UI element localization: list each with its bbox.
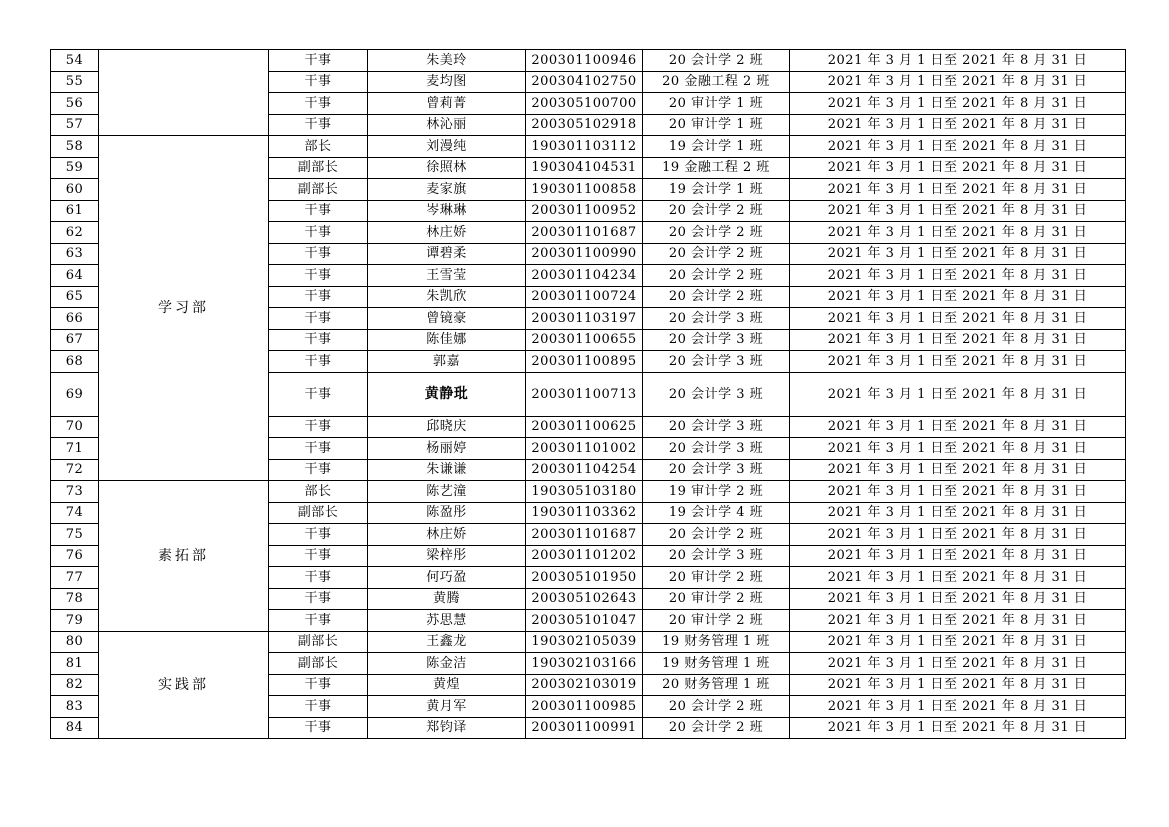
term-cell: 2021 年 3 月 1 日至 2021 年 8 月 31 日 <box>790 136 1126 158</box>
name-cell: 朱美玲 <box>368 50 526 72</box>
row-number-cell: 57 <box>51 114 99 136</box>
class-cell: 20 会计学 2 班 <box>643 524 790 546</box>
row-number-cell: 56 <box>51 93 99 115</box>
row-number-cell: 78 <box>51 588 99 610</box>
position-cell: 干事 <box>269 71 368 93</box>
class-cell: 20 会计学 2 班 <box>643 50 790 72</box>
name-cell: 杨丽婷 <box>368 438 526 460</box>
class-cell: 20 会计学 3 班 <box>643 351 790 373</box>
class-cell: 19 财务管理 1 班 <box>643 631 790 653</box>
student-id-cell: 200304102750 <box>526 71 643 93</box>
department-cell: 素拓部 <box>99 481 269 632</box>
student-id-cell: 200301100625 <box>526 416 643 438</box>
table-row <box>51 631 1126 653</box>
class-cell: 20 金融工程 2 班 <box>643 71 790 93</box>
row-number-cell: 79 <box>51 610 99 632</box>
name-cell: 陈盈彤 <box>368 502 526 524</box>
position-cell: 干事 <box>269 372 368 416</box>
class-cell: 20 会计学 2 班 <box>643 200 790 222</box>
position-cell: 干事 <box>269 200 368 222</box>
class-cell: 19 财务管理 1 班 <box>643 653 790 675</box>
row-number-cell: 66 <box>51 308 99 330</box>
row-number-cell: 72 <box>51 459 99 481</box>
class-cell: 19 会计学 1 班 <box>643 179 790 201</box>
class-cell: 20 会计学 3 班 <box>643 329 790 351</box>
name-cell: 郑钧译 <box>368 717 526 739</box>
class-cell: 19 会计学 4 班 <box>643 502 790 524</box>
name-cell: 陈佳娜 <box>368 329 526 351</box>
position-cell: 干事 <box>269 416 368 438</box>
name-cell: 林沁丽 <box>368 114 526 136</box>
term-cell: 2021 年 3 月 1 日至 2021 年 8 月 31 日 <box>790 71 1126 93</box>
term-cell: 2021 年 3 月 1 日至 2021 年 8 月 31 日 <box>790 286 1126 308</box>
term-cell: 2021 年 3 月 1 日至 2021 年 8 月 31 日 <box>790 114 1126 136</box>
student-id-cell: 200301100991 <box>526 717 643 739</box>
name-cell: 何巧盈 <box>368 567 526 589</box>
term-cell: 2021 年 3 月 1 日至 2021 年 8 月 31 日 <box>790 631 1126 653</box>
term-cell: 2021 年 3 月 1 日至 2021 年 8 月 31 日 <box>790 351 1126 373</box>
term-cell: 2021 年 3 月 1 日至 2021 年 8 月 31 日 <box>790 157 1126 179</box>
row-number-cell: 84 <box>51 717 99 739</box>
position-cell: 干事 <box>269 329 368 351</box>
term-cell: 2021 年 3 月 1 日至 2021 年 8 月 31 日 <box>790 674 1126 696</box>
term-cell: 2021 年 3 月 1 日至 2021 年 8 月 31 日 <box>790 588 1126 610</box>
position-cell: 干事 <box>269 308 368 330</box>
term-cell: 2021 年 3 月 1 日至 2021 年 8 月 31 日 <box>790 696 1126 718</box>
student-id-cell: 200302103019 <box>526 674 643 696</box>
position-cell: 部长 <box>269 481 368 503</box>
position-cell: 干事 <box>269 567 368 589</box>
student-id-cell: 200301101002 <box>526 438 643 460</box>
class-cell: 20 会计学 2 班 <box>643 222 790 244</box>
position-cell: 干事 <box>269 222 368 244</box>
student-id-cell: 190301103112 <box>526 136 643 158</box>
name-cell: 黄腾 <box>368 588 526 610</box>
class-cell: 20 财务管理 1 班 <box>643 674 790 696</box>
position-cell: 干事 <box>269 545 368 567</box>
student-id-cell: 200305101950 <box>526 567 643 589</box>
student-id-cell: 200301101202 <box>526 545 643 567</box>
class-cell: 20 会计学 3 班 <box>643 459 790 481</box>
position-cell: 干事 <box>269 674 368 696</box>
student-id-cell: 200301100713 <box>526 372 643 416</box>
class-cell: 20 会计学 3 班 <box>643 438 790 460</box>
student-id-cell: 200301100952 <box>526 200 643 222</box>
term-cell: 2021 年 3 月 1 日至 2021 年 8 月 31 日 <box>790 545 1126 567</box>
name-cell: 徐照林 <box>368 157 526 179</box>
row-number-cell: 67 <box>51 329 99 351</box>
name-cell: 陈艺潼 <box>368 481 526 503</box>
student-id-cell: 190301100858 <box>526 179 643 201</box>
name-cell: 林庄娇 <box>368 222 526 244</box>
class-cell: 20 会计学 3 班 <box>643 308 790 330</box>
row-number-cell: 69 <box>51 372 99 416</box>
name-cell: 麦均图 <box>368 71 526 93</box>
position-cell: 干事 <box>269 265 368 287</box>
term-cell: 2021 年 3 月 1 日至 2021 年 8 月 31 日 <box>790 93 1126 115</box>
student-id-cell: 200301100655 <box>526 329 643 351</box>
row-number-cell: 74 <box>51 502 99 524</box>
term-cell: 2021 年 3 月 1 日至 2021 年 8 月 31 日 <box>790 179 1126 201</box>
position-cell: 干事 <box>269 717 368 739</box>
student-id-cell: 200305101047 <box>526 610 643 632</box>
name-cell: 曾镜豪 <box>368 308 526 330</box>
class-cell: 20 会计学 3 班 <box>643 372 790 416</box>
department-cell: 学习部 <box>99 136 269 481</box>
name-cell: 陈金洁 <box>368 653 526 675</box>
name-cell: 谭碧柔 <box>368 243 526 265</box>
student-id-cell: 200301100985 <box>526 696 643 718</box>
name-cell: 苏思慧 <box>368 610 526 632</box>
name-cell: 曾莉菁 <box>368 93 526 115</box>
student-id-cell: 190305103180 <box>526 481 643 503</box>
student-id-cell: 200301101687 <box>526 222 643 244</box>
term-cell: 2021 年 3 月 1 日至 2021 年 8 月 31 日 <box>790 610 1126 632</box>
name-cell: 黄煌 <box>368 674 526 696</box>
position-cell: 干事 <box>269 610 368 632</box>
term-cell: 2021 年 3 月 1 日至 2021 年 8 月 31 日 <box>790 265 1126 287</box>
name-cell: 梁梓彤 <box>368 545 526 567</box>
name-cell: 黄静玭 <box>368 372 526 416</box>
student-id-cell: 200305102918 <box>526 114 643 136</box>
position-cell: 副部长 <box>269 653 368 675</box>
term-cell: 2021 年 3 月 1 日至 2021 年 8 月 31 日 <box>790 653 1126 675</box>
class-cell: 20 审计学 2 班 <box>643 610 790 632</box>
student-id-cell: 200301104254 <box>526 459 643 481</box>
term-cell: 2021 年 3 月 1 日至 2021 年 8 月 31 日 <box>790 50 1126 72</box>
term-cell: 2021 年 3 月 1 日至 2021 年 8 月 31 日 <box>790 308 1126 330</box>
row-number-cell: 70 <box>51 416 99 438</box>
term-cell: 2021 年 3 月 1 日至 2021 年 8 月 31 日 <box>790 243 1126 265</box>
student-id-cell: 190302105039 <box>526 631 643 653</box>
term-cell: 2021 年 3 月 1 日至 2021 年 8 月 31 日 <box>790 416 1126 438</box>
position-cell: 干事 <box>269 114 368 136</box>
position-cell: 干事 <box>269 243 368 265</box>
term-cell: 2021 年 3 月 1 日至 2021 年 8 月 31 日 <box>790 222 1126 244</box>
row-number-cell: 62 <box>51 222 99 244</box>
position-cell: 干事 <box>269 351 368 373</box>
student-id-cell: 200305102643 <box>526 588 643 610</box>
name-cell: 朱谦谦 <box>368 459 526 481</box>
row-number-cell: 80 <box>51 631 99 653</box>
name-cell: 邱晓庆 <box>368 416 526 438</box>
student-id-cell: 190301103362 <box>526 502 643 524</box>
row-number-cell: 75 <box>51 524 99 546</box>
table-row <box>51 50 1126 72</box>
department-cell: 实践部 <box>99 631 269 739</box>
term-cell: 2021 年 3 月 1 日至 2021 年 8 月 31 日 <box>790 717 1126 739</box>
term-cell: 2021 年 3 月 1 日至 2021 年 8 月 31 日 <box>790 438 1126 460</box>
class-cell: 20 会计学 2 班 <box>643 286 790 308</box>
row-number-cell: 68 <box>51 351 99 373</box>
term-cell: 2021 年 3 月 1 日至 2021 年 8 月 31 日 <box>790 329 1126 351</box>
position-cell: 副部长 <box>269 179 368 201</box>
class-cell: 19 会计学 1 班 <box>643 136 790 158</box>
position-cell: 干事 <box>269 696 368 718</box>
position-cell: 干事 <box>269 93 368 115</box>
class-cell: 20 会计学 2 班 <box>643 265 790 287</box>
row-number-cell: 76 <box>51 545 99 567</box>
position-cell: 干事 <box>269 286 368 308</box>
class-cell: 19 金融工程 2 班 <box>643 157 790 179</box>
member-table-body <box>51 50 1126 739</box>
term-cell: 2021 年 3 月 1 日至 2021 年 8 月 31 日 <box>790 502 1126 524</box>
row-number-cell: 83 <box>51 696 99 718</box>
student-id-cell: 200301103197 <box>526 308 643 330</box>
term-cell: 2021 年 3 月 1 日至 2021 年 8 月 31 日 <box>790 372 1126 416</box>
student-id-cell: 190304104531 <box>526 157 643 179</box>
row-number-cell: 55 <box>51 71 99 93</box>
term-cell: 2021 年 3 月 1 日至 2021 年 8 月 31 日 <box>790 481 1126 503</box>
row-number-cell: 54 <box>51 50 99 72</box>
table-row <box>51 136 1126 158</box>
row-number-cell: 65 <box>51 286 99 308</box>
student-id-cell: 200301101687 <box>526 524 643 546</box>
class-cell: 20 审计学 1 班 <box>643 93 790 115</box>
student-id-cell: 190302103166 <box>526 653 643 675</box>
name-cell: 林庄娇 <box>368 524 526 546</box>
row-number-cell: 73 <box>51 481 99 503</box>
table-row <box>51 481 1126 503</box>
row-number-cell: 71 <box>51 438 99 460</box>
row-number-cell: 58 <box>51 136 99 158</box>
name-cell: 麦家旗 <box>368 179 526 201</box>
student-id-cell: 200301100946 <box>526 50 643 72</box>
row-number-cell: 60 <box>51 179 99 201</box>
term-cell: 2021 年 3 月 1 日至 2021 年 8 月 31 日 <box>790 459 1126 481</box>
position-cell: 副部长 <box>269 157 368 179</box>
class-cell: 20 审计学 2 班 <box>643 588 790 610</box>
term-cell: 2021 年 3 月 1 日至 2021 年 8 月 31 日 <box>790 524 1126 546</box>
name-cell: 王鑫龙 <box>368 631 526 653</box>
class-cell: 19 审计学 2 班 <box>643 481 790 503</box>
term-cell: 2021 年 3 月 1 日至 2021 年 8 月 31 日 <box>790 200 1126 222</box>
position-cell: 干事 <box>269 588 368 610</box>
student-id-cell: 200301100895 <box>526 351 643 373</box>
position-cell: 副部长 <box>269 502 368 524</box>
row-number-cell: 63 <box>51 243 99 265</box>
position-cell: 部长 <box>269 136 368 158</box>
name-cell: 刘漫纯 <box>368 136 526 158</box>
name-cell: 岑琳琳 <box>368 200 526 222</box>
class-cell: 20 会计学 2 班 <box>643 696 790 718</box>
class-cell: 20 会计学 3 班 <box>643 416 790 438</box>
term-cell: 2021 年 3 月 1 日至 2021 年 8 月 31 日 <box>790 567 1126 589</box>
name-cell: 朱凯欣 <box>368 286 526 308</box>
class-cell: 20 会计学 2 班 <box>643 243 790 265</box>
name-cell: 王雪莹 <box>368 265 526 287</box>
position-cell: 干事 <box>269 50 368 72</box>
row-number-cell: 59 <box>51 157 99 179</box>
class-cell: 20 会计学 2 班 <box>643 717 790 739</box>
position-cell: 副部长 <box>269 631 368 653</box>
name-cell: 郭嘉 <box>368 351 526 373</box>
student-id-cell: 200305100700 <box>526 93 643 115</box>
position-cell: 干事 <box>269 438 368 460</box>
class-cell: 20 审计学 2 班 <box>643 567 790 589</box>
student-id-cell: 200301100990 <box>526 243 643 265</box>
position-cell: 干事 <box>269 459 368 481</box>
row-number-cell: 64 <box>51 265 99 287</box>
student-id-cell: 200301100724 <box>526 286 643 308</box>
row-number-cell: 82 <box>51 674 99 696</box>
name-cell: 黄月军 <box>368 696 526 718</box>
row-number-cell: 77 <box>51 567 99 589</box>
member-table <box>50 49 1126 739</box>
position-cell: 干事 <box>269 524 368 546</box>
class-cell: 20 审计学 1 班 <box>643 114 790 136</box>
department-cell <box>99 50 269 136</box>
class-cell: 20 会计学 3 班 <box>643 545 790 567</box>
row-number-cell: 61 <box>51 200 99 222</box>
row-number-cell: 81 <box>51 653 99 675</box>
student-id-cell: 200301104234 <box>526 265 643 287</box>
